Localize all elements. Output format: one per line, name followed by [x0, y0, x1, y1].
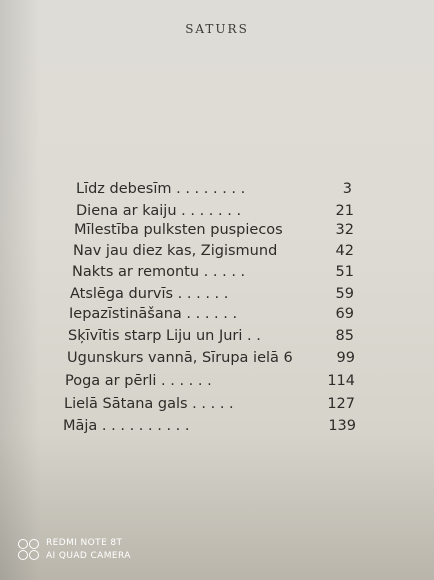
- toc-entry-title: Nav jau diez kas, Zigismund: [73, 243, 278, 259]
- toc-entry-page: 3: [342, 181, 352, 197]
- camera-watermark: [18, 535, 178, 565]
- toc-entry-page: 69: [335, 306, 354, 322]
- toc-entry: [64, 396, 355, 416]
- toc-entry-title: Sķīvītis starp Liju un Juri . .: [68, 328, 261, 344]
- toc-entry: [76, 181, 352, 201]
- toc-entry: [76, 203, 354, 223]
- toc-entry: [68, 328, 354, 348]
- toc-entry-title: Ugunskurs vannā, Sīrupa ielā 6: [67, 350, 293, 366]
- toc-entry: [73, 243, 354, 263]
- toc-entry-title: Māja . . . . . . . . . .: [63, 418, 190, 434]
- toc-entry: [65, 373, 355, 393]
- toc-entry: [74, 222, 354, 242]
- toc-entry-page: 59: [335, 286, 354, 302]
- toc-entry-page: 85: [335, 328, 354, 344]
- page-title: SATURS: [185, 22, 249, 36]
- toc-entry: [70, 286, 354, 306]
- toc-entry: [72, 264, 354, 284]
- toc-entry-page: 32: [335, 222, 354, 238]
- watermark-line-1: REDMI NOTE 8T: [46, 538, 123, 548]
- camera-dots-icon: [18, 539, 40, 561]
- toc-entry-title: Iepazīstināšana . . . . . .: [69, 306, 238, 322]
- toc-entry-page: 139: [328, 418, 356, 434]
- toc-entry-page: 114: [327, 373, 355, 389]
- toc-entry-page: 21: [335, 203, 354, 219]
- toc-entry-page: 99: [336, 350, 355, 366]
- toc-entry-title: Lielā Sātana gals . . . . .: [64, 396, 234, 412]
- toc-entry-page: 42: [335, 243, 354, 259]
- toc-entry-page: 51: [335, 264, 354, 280]
- toc-entry-title: Diena ar kaiju . . . . . . .: [76, 203, 242, 219]
- toc-entry-page: 127: [327, 396, 355, 412]
- toc-entry: [63, 418, 356, 438]
- watermark-line-2: AI QUAD CAMERA: [46, 551, 131, 561]
- toc-entry-title: Nakts ar remontu . . . . .: [72, 264, 246, 280]
- toc-entry-title: Atslēga durvīs . . . . . .: [70, 286, 229, 302]
- toc-entry: [69, 306, 354, 326]
- toc-entry: [67, 350, 355, 370]
- toc-entry-title: Mīlestība pulksten puspiecos: [74, 222, 283, 238]
- toc-entry-title: Līdz debesīm . . . . . . . .: [76, 181, 246, 197]
- toc-entry-title: Poga ar pērli . . . . . .: [65, 373, 212, 389]
